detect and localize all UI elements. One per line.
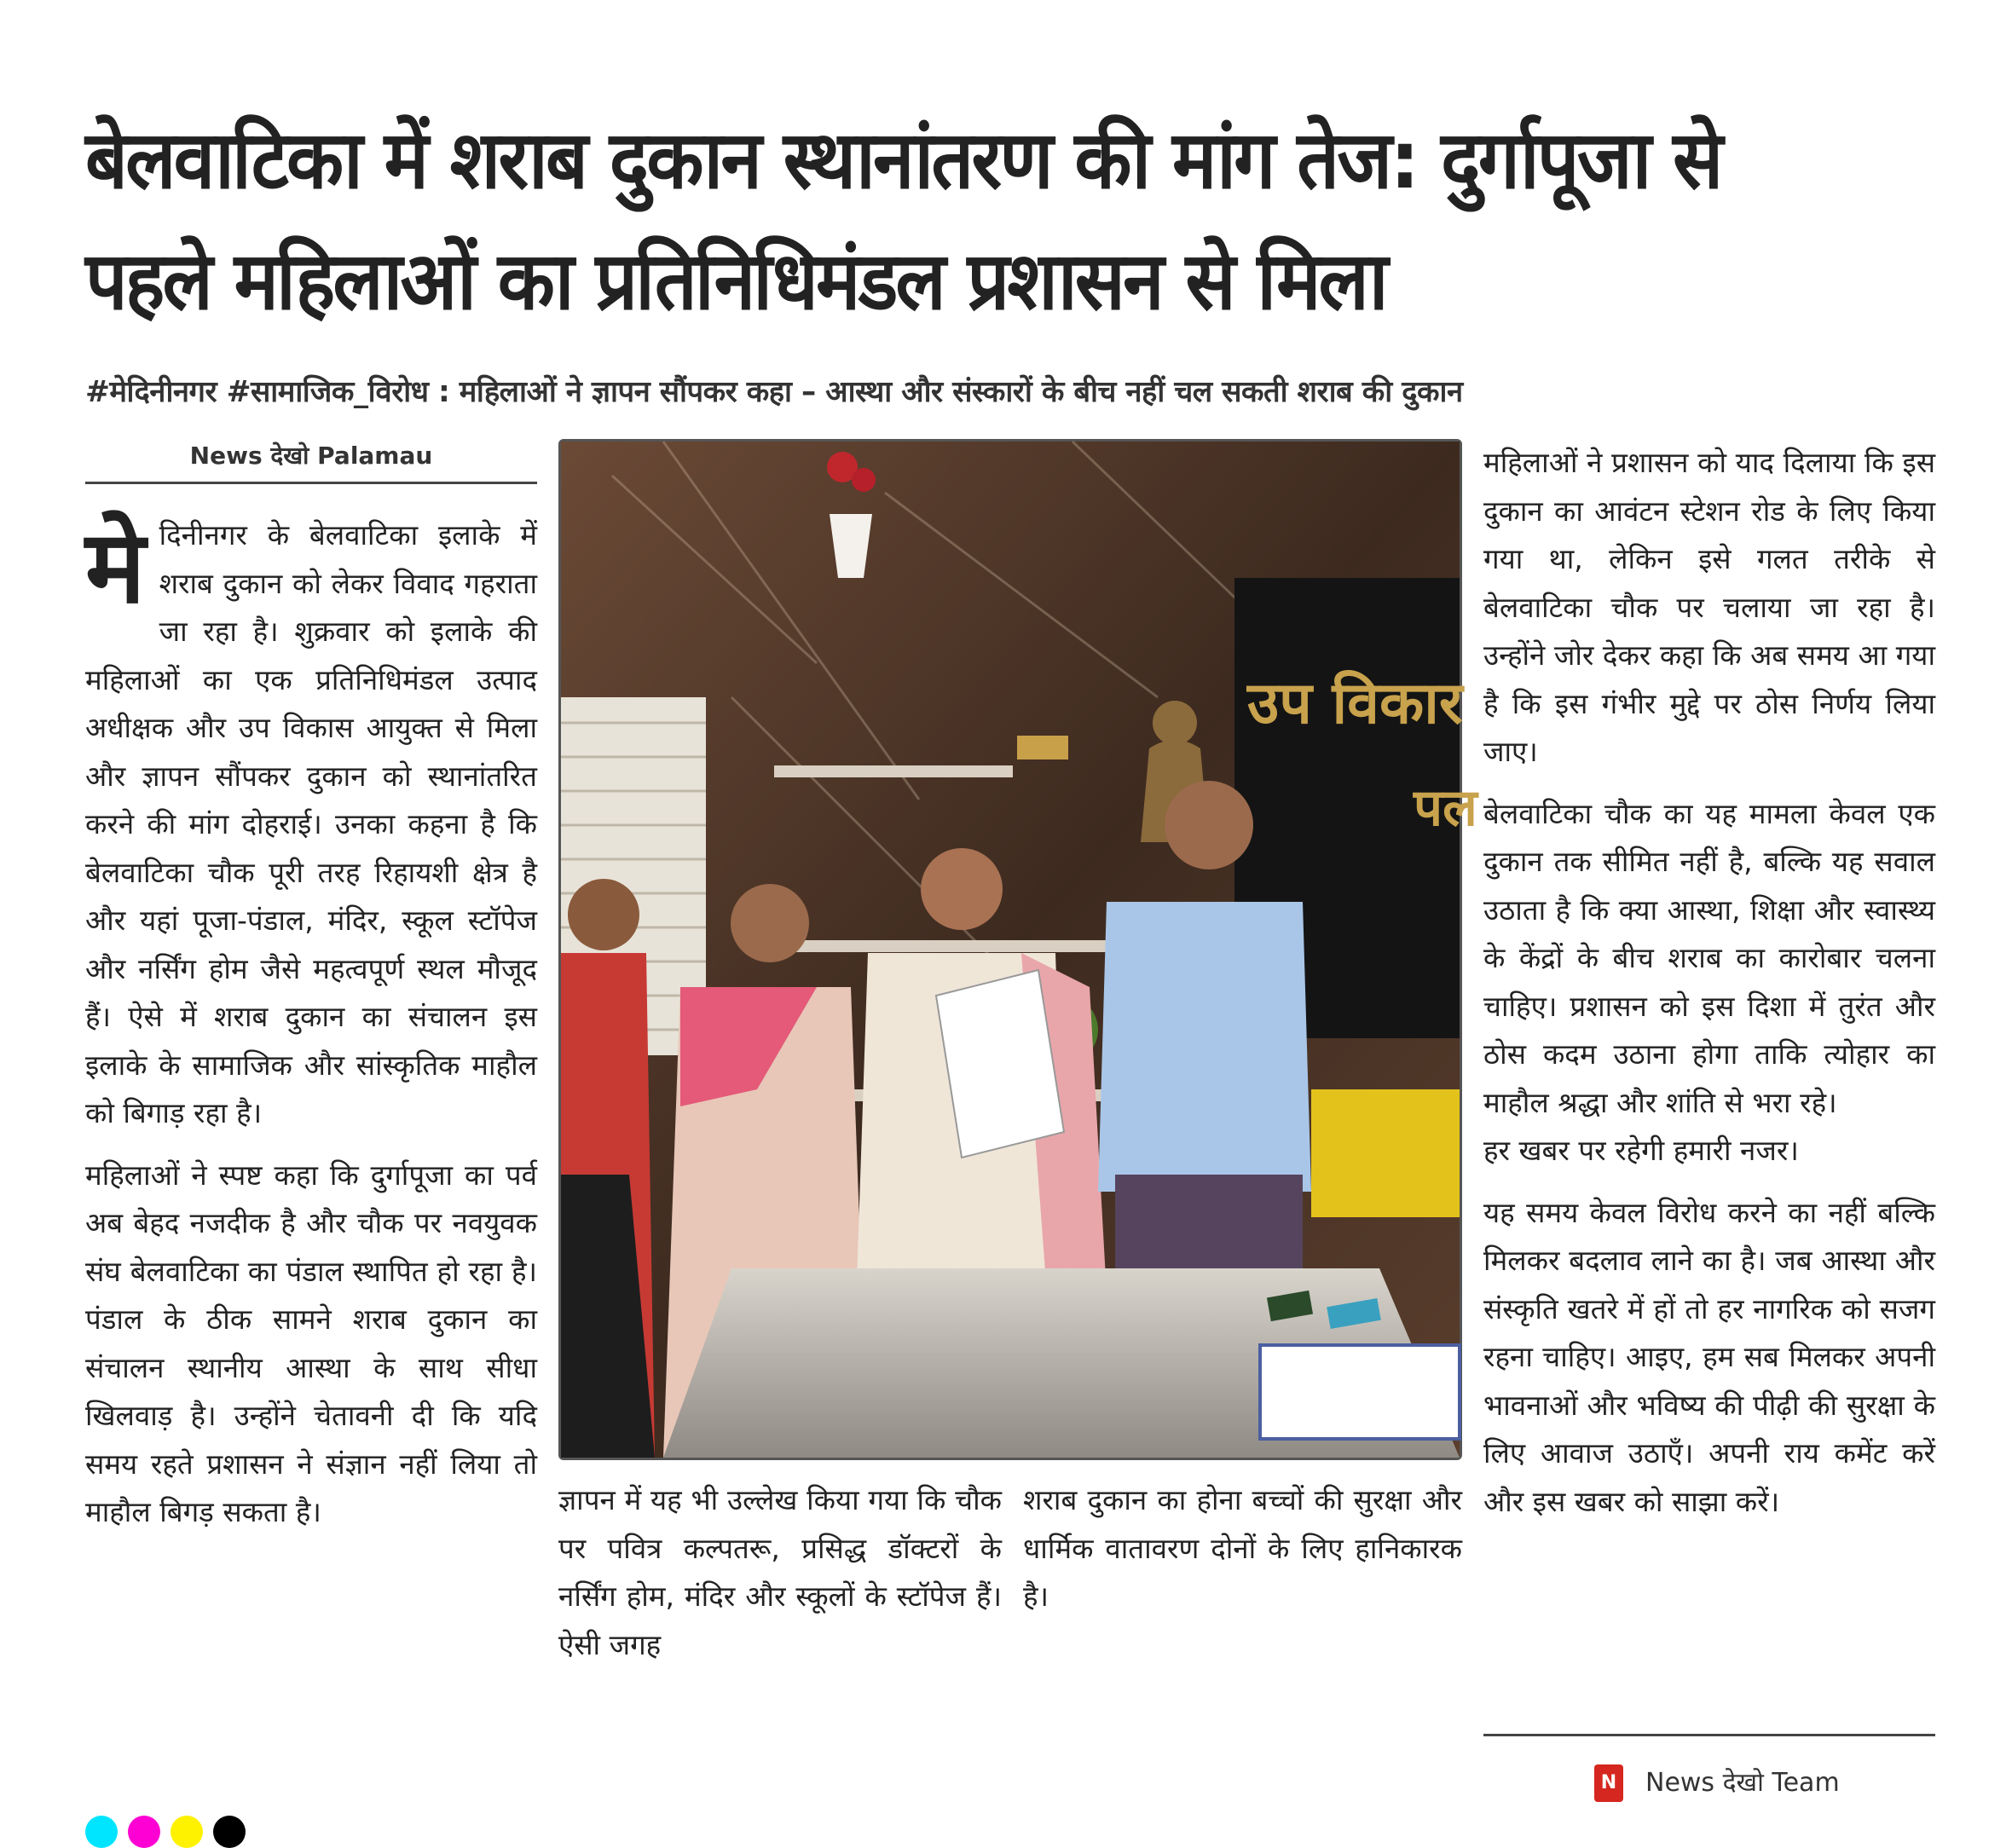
article-paragraph: ज्ञापन में यह भी उल्लेख किया गया कि चौक पर पवित्र कल्पतरू, प्रसिद्ध डॉक्टरों के नर्सिंग होम, मंदिर और स्कूलों के स्टॉपेज हैं। ऐसी जगह [558,1483,1002,1661]
byline: News देखो Palamau [189,442,433,470]
article-photo [558,439,1477,1460]
article-paragraph: महिलाओं ने प्रशासन को याद दिलाया कि इस दुकान का आवंटन स्टेशन रोड के लिए किया गया था, लेकिन इसे गलत तरीके से बेलवाटिका चौक पर चलाया जा रहा है। उन्होंने जोर देकर कहा कि अब समय आ गया है कि इस गंभीर मुद्दे पर ठोस निर्णय लिया जाए। [1483,446,1935,768]
byline-rule [85,482,537,484]
subheadline: #मेदिनीनगर #सामाजिक_विरोध : महिलाओं ने ज्ञापन सौंपकर कहा – आस्था और संस्कारों के बीच नहीं चल सकती शराब की दुकान [85,375,1463,409]
article-paragraph: यह समय केवल विरोध करने का नहीं बल्कि मिलकर बदलाव लाने का है। जब आस्था और संस्कृति खतरे में हों तो हर नागरिक को सजग रहना चाहिए। आइए, हम सब मिलकर अपनी भावनाओं और भविष्य की पीढ़ी की सुरक्षा के लिए आवाज उठाएँ। अपनी राय कमेंट करें और इस खबर को साझा करें। [1483,1195,1935,1518]
registration-dot-black [213,1816,246,1848]
footer-rule [1483,1734,1935,1736]
drop-cap: मे [85,508,146,626]
article-column-4 [1483,439,1935,1526]
news-logo-icon: N [1594,1764,1623,1802]
article-paragraph: दिनीनगर के बेलवाटिका इलाके में शराब दुकान को लेकर विवाद गहराता जा रहा है। शुक्रवार को इलाके की महिलाओं का एक प्रतिनिधिमंडल उत्पाद अधीक्षक और उप विकास आयुक्त से मिला और ज्ञापन सौंपकर दुकान को स्थानांतरित करने की मांग दोहराई। उनका कहना है कि बेलवाटिका चौक पूरी तरह रिहायशी क्षेत्र है और यहां पूजा-पंडाल, मंदिर, स्कूल स्टॉपेज और नर्सिंग होम जैसे महत्वपूर्ण स्थल मौजूद हैं। ऐसे में शराब दुकान का संचालन इस इलाके के सामाजिक और सांस्कृतिक माहौल को बिगाड़ रहा है। [85,518,537,1129]
registration-dot-magenta [128,1816,160,1848]
office-scene-illustration [561,442,1477,1458]
footer-team-credit: News देखो Team [1645,1768,1840,1798]
article-paragraph: बेलवाटिका चौक का यह मामला केवल एक दुकान तक सीमित नहीं है, बल्कि यह सवाल उठाता है कि क्या आस्था, शिक्षा और स्वास्थ्य के केंद्रों के बीच शराब का कारोबार चलना चाहिए। प्रशासन को इस दिशा में तुरंत और ठोस कदम उठाना होगा ताकि त्योहार का माहौल श्रद्धा और शांति से भरा रहे। [1483,796,1935,1119]
article-column-1 [85,508,537,1551]
wall-sign-text: पल [1414,778,1477,838]
article-paragraph: हर खबर पर रहेगी हमारी नजर। [1483,1134,1799,1167]
headline: बेलवाटिका में शराब दुकान स्थानांतरण की मांग तेज: दुर्गापूजा से पहले महिलाओं का प्रतिनिधिमंडल प्रशासन से मिला [85,114,1721,328]
article-column-3 [1023,1476,1462,1621]
article-column-2 [558,1476,1002,1669]
wall-sign-text: उप विकार [1247,670,1463,737]
article-paragraph: शराब दुकान का होना बच्चों की सुरक्षा और धार्मिक वातावरण दोनों के लिए हानिकारक है। [1023,1483,1462,1613]
registration-dot-cyan [85,1816,118,1848]
article-paragraph: महिलाओं ने स्पष्ट कहा कि दुर्गापूजा का पर्व अब बेहद नजदीक है और चौक पर नवयुवक संघ बेलवाटिका का पंडाल स्थापित हो रहा है। पंडाल के ठीक सामने शराब दुकान का संचालन स्थानीय आस्था के साथ सीधा खिलवाड़ है। उन्होंने चेतावनी दी कि यदि समय रहते प्रशासन ने संज्ञान नहीं लिया तो माहौल बिगड़ सकता है। [85,1158,537,1528]
registration-dot-yellow [171,1816,203,1848]
